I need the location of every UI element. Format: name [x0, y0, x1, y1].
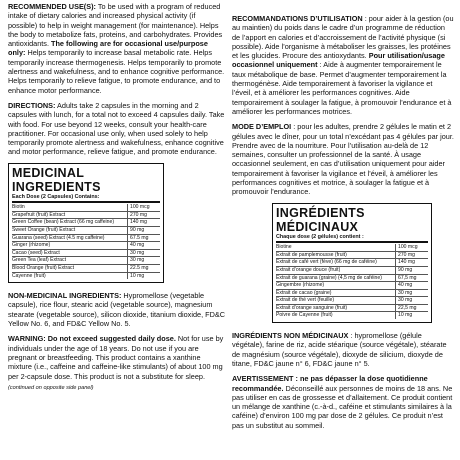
en-medicinal-ingredients-panel	[8, 163, 164, 283]
fr-medicinal-subtitle: Chaque dose (2 gélules) contient :	[276, 234, 428, 244]
fr-medicinal-title: INGRÉDIENTS MÉDICINAUX	[276, 205, 365, 234]
en-ingredient-row	[12, 257, 160, 265]
en-ingredient-row	[12, 273, 160, 280]
continued-note: (continued on opposite side panel)	[8, 384, 94, 391]
en-warning-label: WARNING: Do not exceed suggested daily dose.	[8, 334, 176, 344]
en-ingredient-name: Guarana (seed) Extract (4.5 mg caffeine)	[12, 234, 105, 241]
fr-ingredient-amount: 10 mg	[395, 312, 428, 319]
fr-ingredient-amount: 30 mg	[395, 297, 428, 304]
fr-ingredient-amount: 270 mg	[395, 252, 428, 259]
fr-occasional-text: : Aide à augmenter temporairement le taux métabolique de base. Permet d’augmenter temporairement la thermogénèse. Aide temporairement à favoriser la vigilance et l’éveil, et à améliorer les performances cognitives. Aide temporairement à soulager la fatigue, à promouvoir l’endurance et à améliorer les performances motrices.	[232, 60, 452, 116]
en-non-medicinal-text: Hypromellose (vegetable capsule), rice flour, stearic acid (vegetable source), magnesium stearate (vegetable source), silicon dioxide, titanium dioxide, FD&C Yellow No. 6, and FD&C Yellow No. 5.	[8, 291, 225, 329]
fr-ingredient-row	[276, 290, 428, 298]
fr-ingredient-name: Extrait de thé vert (feuille)	[276, 297, 335, 304]
en-ingredient-row	[12, 250, 160, 258]
en-ingredient-amount: 100 mcg	[127, 204, 160, 211]
fr-non-medicinal-text: : hypromellose (gélule végétale), farine de riz, acide stéarique (source végétale), stéarate de magnésium (source végétale), dioxyde de silicium, dioxyde de titane, FD&C jaune n° 6, FD&C jaune n° 5.	[232, 331, 447, 368]
fr-ingredient-row	[276, 267, 428, 275]
fr-warning-label: AVERTISSEMENT : ne pas dépasser la dose quotidienne recommandée.	[232, 374, 428, 393]
en-ingredient-row	[12, 242, 160, 250]
fr-occasional-label: Pour utilisation/usage occasionnel uniquement	[232, 51, 445, 70]
en-ingredient-row	[12, 235, 160, 243]
fr-medicinal-ingredients-panel	[272, 203, 432, 323]
fr-ingredient-name: Gingembre (rhizome)	[276, 282, 325, 289]
en-medicinal-subtitle: Each Dose (2 Capsules) Contains:	[12, 194, 160, 204]
en-ingredient-name: Cayenne (fruit)	[12, 272, 46, 279]
fr-ingredient-name: Poivre de Cayenne (fruit)	[276, 312, 333, 319]
fr-recommended-use-text: : pour aider à la gestion (ou au maintien) du poids dans le cadre d’un programme de réduction de l’apport en calories et d’accroissement de l’activité physique (si possible). Aide l’organisme à métaboliser les graisses, les protéines et les glucides. Procure des antioxydants.	[232, 14, 454, 61]
en-ingredient-name: Biotin	[12, 204, 25, 211]
en-ingredient-name: Sweet Orange (fruit) Extract	[12, 227, 76, 234]
en-ingredient-amount: 40 mg	[127, 242, 160, 249]
fr-ingredient-row	[276, 282, 428, 290]
fr-ingredient-amount: 40 mg	[395, 282, 428, 289]
english-column	[8, 0, 226, 393]
en-ingredient-amount: 30 mg	[127, 250, 160, 257]
fr-ingredient-name: Biotine	[276, 244, 292, 251]
en-warning	[8, 334, 226, 380]
en-ingredient-amount: 30 mg	[127, 257, 160, 264]
en-medicinal-title: MEDICINAL INGREDIENTS	[12, 165, 101, 194]
en-directions-text: Adults take 2 capsules in the morning and 2 capsules with lunch, for a total not to exceed 4 capsules daily. Take with food. For use beyond 12 weeks, consult your health-care practitioner. For occasional use only, when used solely to help temporarily promote alertness and wakefulness, enhance cognitive and motor performance, relieve fatigue, and promote endurance.	[8, 100, 225, 157]
en-ingredient-row	[12, 219, 160, 227]
en-ingredient-amount: 10 mg	[127, 273, 160, 280]
en-ingredient-name: Blood Orange (fruit) Extract	[12, 265, 74, 271]
fr-directions-label: MODE D’EMPLOI	[232, 122, 292, 132]
en-ingredient-name: Ginger (rhizome)	[12, 242, 51, 249]
en-ingredient-row	[12, 212, 160, 220]
fr-recommended-use	[232, 14, 454, 116]
en-ingredient-name: Green Tea (leaf) Extract	[12, 257, 66, 264]
fr-directions	[232, 122, 454, 196]
fr-ingredient-amount: 22,5 mg	[395, 305, 428, 312]
fr-ingredient-row	[276, 305, 428, 313]
en-recommended-use	[8, 2, 226, 95]
en-ingredient-name: Cacao (seed) Extract	[12, 249, 60, 256]
fr-ingredient-name: Extrait de café vert (fève) (66 mg de caféine)	[276, 259, 377, 266]
en-ingredient-row	[12, 204, 160, 212]
fr-ingredient-row	[276, 244, 428, 252]
en-non-medicinal-label: NON-MEDICINAL INGREDIENTS:	[8, 291, 122, 301]
fr-ingredient-row	[276, 312, 428, 319]
fr-ingredient-name: Extrait d’orange sanguine (fruit)	[276, 304, 348, 311]
fr-ingredient-name: Extrait d’orange douce (fruit)	[276, 266, 341, 273]
en-recommended-use-label: RECOMMENDED USE(S):	[8, 2, 96, 11]
en-ingredient-amount: 270 mg	[127, 212, 160, 219]
fr-ingredient-amount: 67,5 mg	[395, 275, 428, 282]
fr-ingredient-name: Extrait de pamplemousse (fruit)	[276, 251, 347, 258]
fr-recommended-use-label: RECOMMANDATIONS D’UTILISATION	[232, 14, 363, 23]
en-directions-label: DIRECTIONS:	[8, 100, 56, 110]
fr-ingredient-amount: 100 mcg	[395, 244, 428, 251]
en-ingredient-row	[12, 265, 160, 273]
en-ingredient-row	[12, 227, 160, 235]
fr-ingredient-amount: 140 mg	[395, 259, 428, 266]
en-occasional-label: The following are for occasional use/purpose only:	[8, 39, 208, 58]
en-ingredient-amount: 67.5 mg	[127, 235, 160, 242]
fr-medicinal-rows	[276, 244, 428, 319]
en-ingredient-amount: 22.5 mg	[127, 265, 160, 272]
en-occasional-text: Helps temporarily to increase basal metabolic rate. Helps temporarily increase thermogenesis. Helps temporarily to promote alertness and wakefulness, and to enhance cognitive performance. Helps temporarily to relieve fatigue, to promote endurance, and to enhance motor performance.	[8, 48, 225, 95]
en-medicinal-rows	[12, 204, 160, 279]
fr-ingredient-name: Extrait de guarana (graine) (4,5 mg de caféine)	[276, 274, 382, 281]
fr-ingredient-amount: 30 mg	[395, 290, 428, 297]
fr-ingredient-row	[276, 275, 428, 283]
fr-ingredient-name: Extrait de cacao (graine)	[276, 289, 332, 296]
fr-non-medicinal-label: INGRÉDIENTS NON MÉDICINAUX	[232, 331, 349, 341]
fr-directions-text: : pour les adultes, prendre 2 gélules le matin et 2 gélules avec le dîner, pour un total n’excédant pas 4 gélules par jour. Prendre avec de la nourriture. Pour l’utilisation au-delà de 12 semaines, consulter un professionnel de la santé. À usage occasionnel seulement, en cas d’utilisation uniquement pour aider temporairement à favoriser la vigilance et l’éveil, à améliorer les performances cognitives et motrice, à soulager la fatigue et à promouvoir l’endurance.	[232, 122, 454, 197]
en-warning-text: Not for use by individuals under the age of 18 years. Do not use if you are pregnant or breastfeeding. This product contains a xanthine mixture (i.e., caffeine and caffeine-like stimulants) of about 100 mg per 2-capsule dose. This product is not a substitute for sleep.	[8, 334, 224, 381]
french-column	[232, 0, 454, 436]
en-non-medicinal	[8, 291, 226, 328]
en-ingredient-amount: 90 mg	[127, 227, 160, 234]
fr-non-medicinal	[232, 331, 454, 368]
fr-warning-text: Déconseillé aux personnes de moins de 18 ans. Ne pas utiliser en cas de grossesse et d’allaitement. Ce produit contient un mélange de xanthine (c.-à-d., caféine et stimulants similaires à la caféine) d’environ 100 mg par dose de 2 gélules. Ce produit n’est pas un substitut au sommeil.	[232, 383, 453, 430]
en-ingredient-amount: 140 mg	[127, 219, 160, 226]
fr-ingredient-row	[276, 297, 428, 305]
fr-ingredient-row	[276, 259, 428, 267]
fr-ingredient-amount: 90 mg	[395, 267, 428, 274]
en-directions	[8, 101, 226, 157]
en-ingredient-name: Green Coffee (bean) Extract (66 mg caffeine)	[12, 219, 115, 226]
en-ingredient-name: Grapefruit (fruit) Extract	[12, 211, 66, 218]
en-recommended-use-text: To be used with a program of reduced intake of dietary calories and increased physical activity (if possible) to help in weight management (for maintenance). Helps the body to metabolize fats, proteins, and carbohydrates. Provides antioxidants.	[8, 2, 223, 49]
fr-ingredient-row	[276, 252, 428, 260]
fr-warning	[232, 374, 454, 430]
